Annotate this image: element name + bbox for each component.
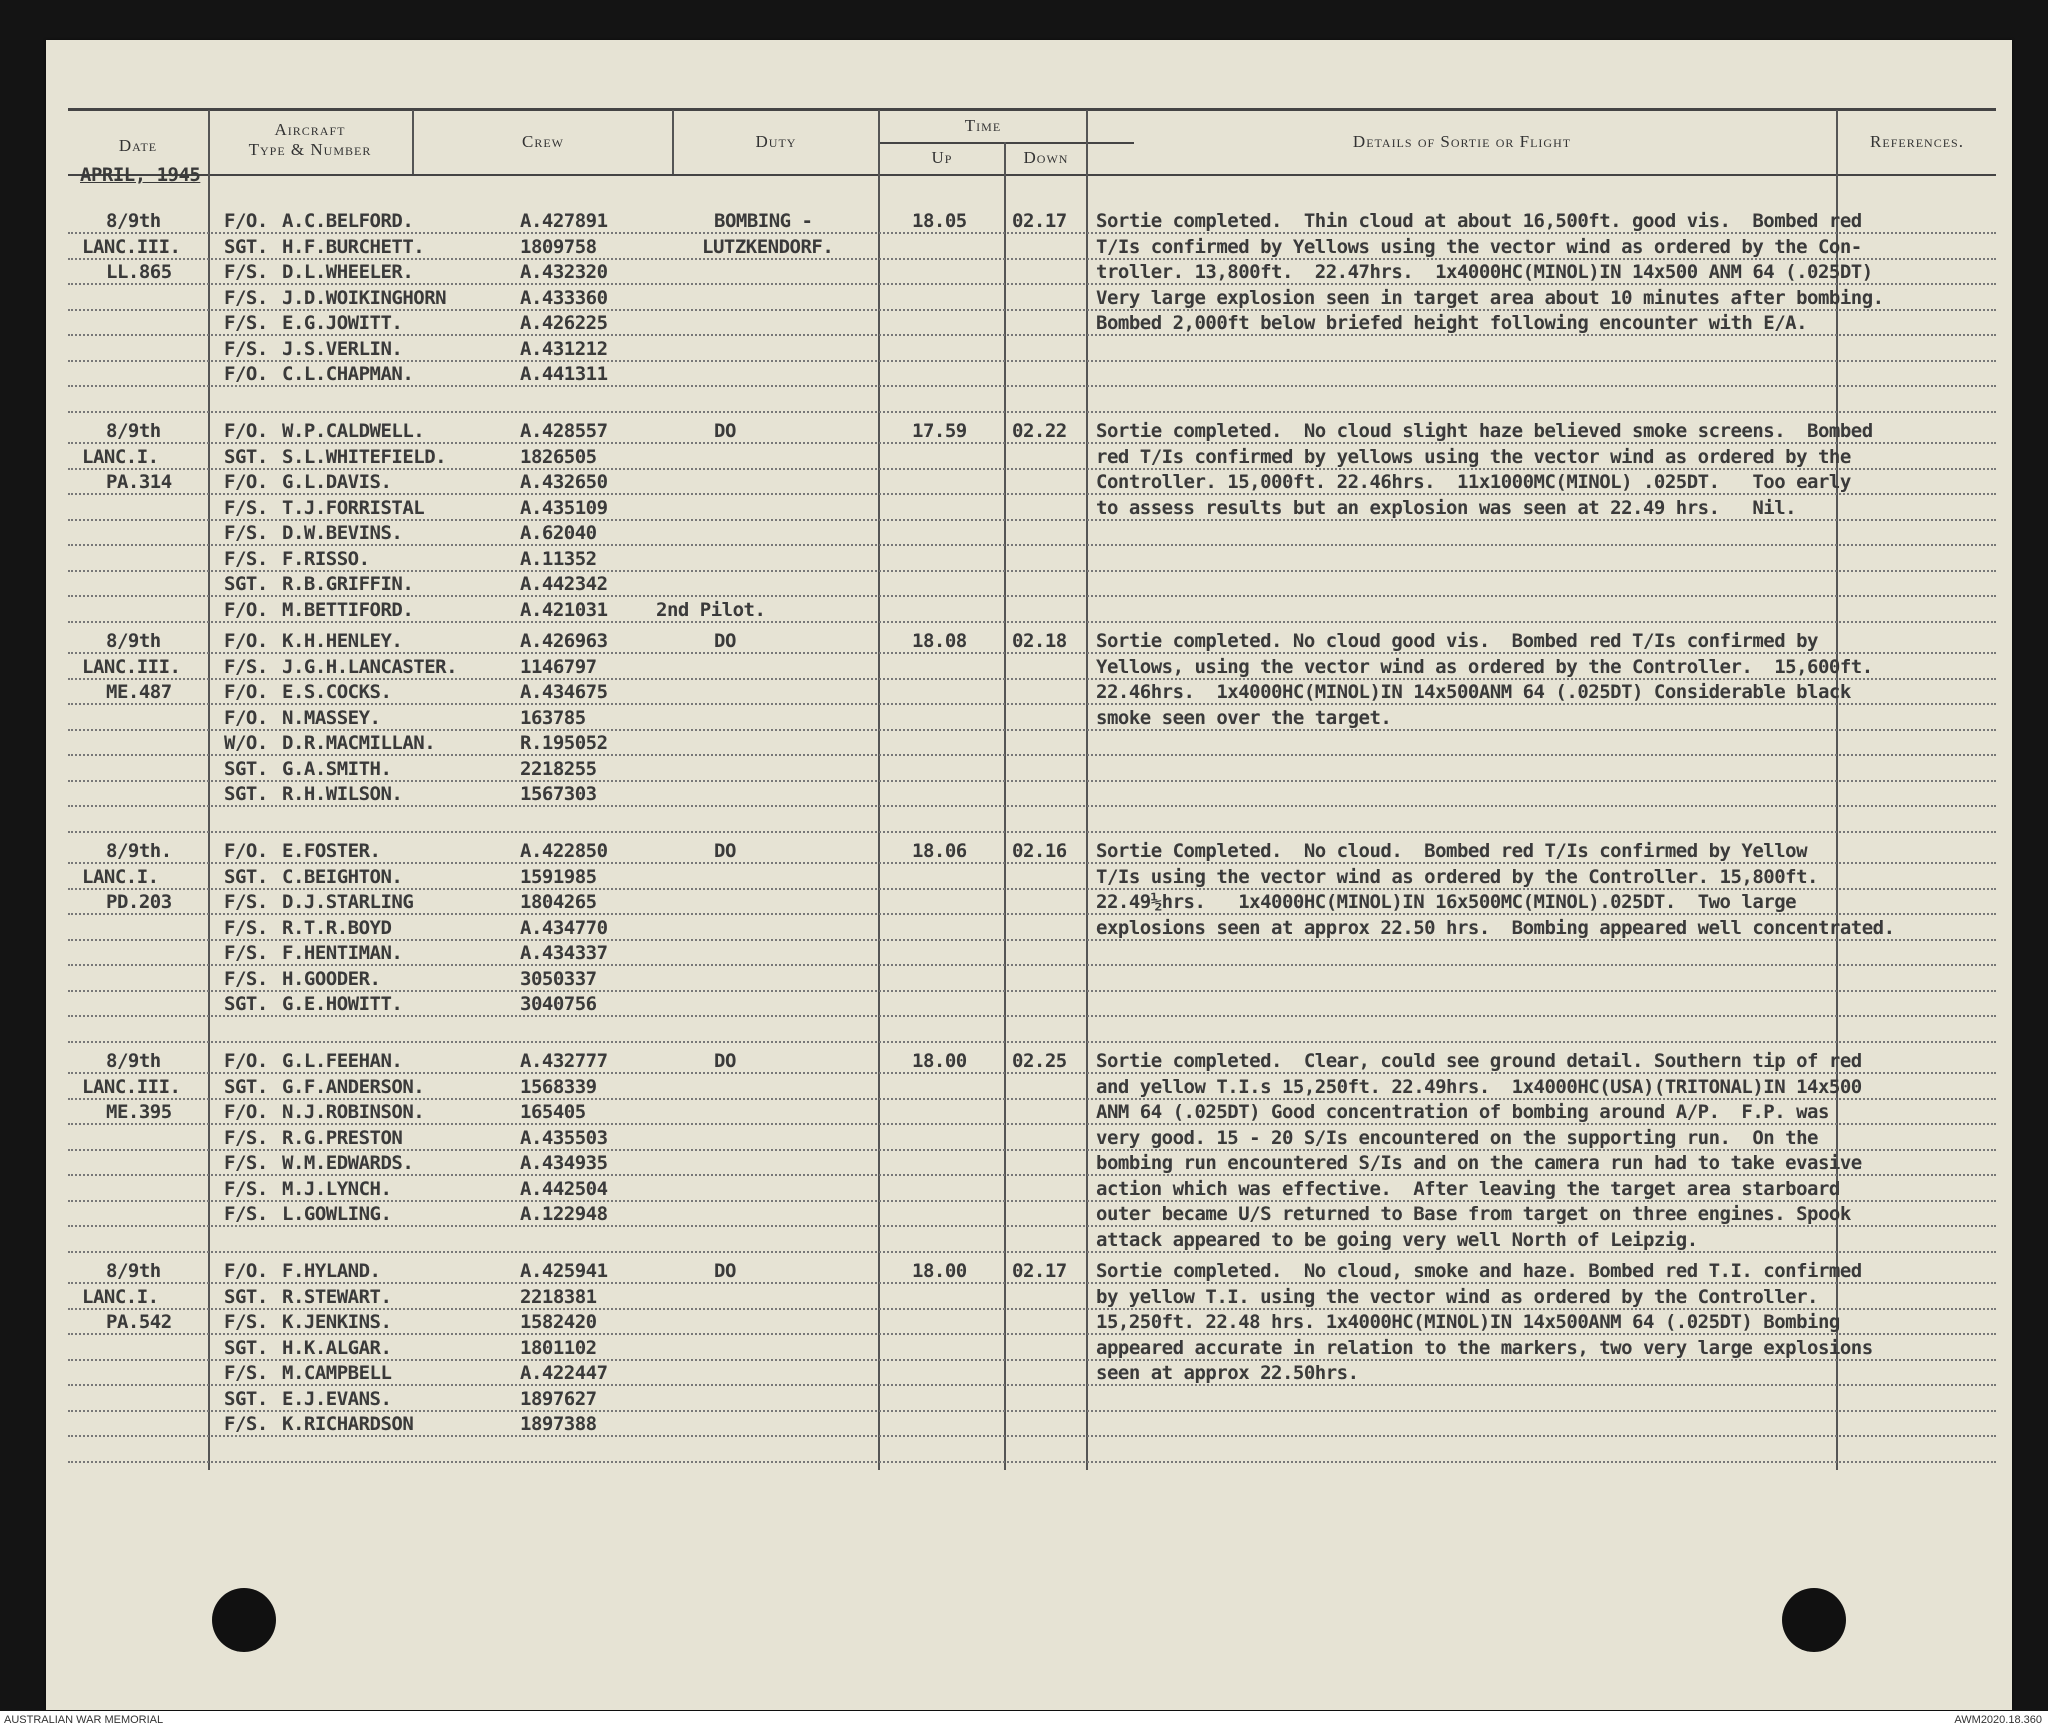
crew-service-number: A.421031 xyxy=(520,598,608,621)
ruled-line xyxy=(68,442,1996,444)
crew-name: S.L.WHITEFIELD. xyxy=(282,445,447,468)
crew-rank: F/S. xyxy=(224,286,268,309)
crew-service-number: 163785 xyxy=(520,706,586,729)
sortie-detail-line: Sortie completed. Thin cloud at about 16,500ft. good vis. Bombed red xyxy=(1096,210,1862,232)
ruled-line xyxy=(68,729,1996,731)
crew-name: R.B.GRIFFIN. xyxy=(282,573,414,595)
crew-rank: F/O. xyxy=(224,1260,268,1282)
crew-rank: SGT. xyxy=(224,1285,268,1308)
crew-name: J.G.H.LANCASTER. xyxy=(282,655,458,678)
crew-service-number: 1568339 xyxy=(520,1075,597,1098)
crew-service-number: A.442342 xyxy=(520,573,608,595)
header-references: References. xyxy=(1870,132,1964,151)
record-sheet xyxy=(46,40,2012,1710)
crew-service-number: A.432320 xyxy=(520,261,608,283)
time-down: 02.18 xyxy=(1012,630,1067,652)
time-up: 18.00 xyxy=(912,1050,967,1072)
ruled-line xyxy=(68,1200,1996,1202)
crew-name: G.E.HOWITT. xyxy=(282,993,403,1015)
crew-rank: SGT. xyxy=(224,235,268,258)
col-rule-date xyxy=(208,110,210,1470)
sortie-detail-line: smoke seen over the target. xyxy=(1096,706,1392,729)
ruled-line xyxy=(68,888,1996,890)
ruled-line xyxy=(68,283,1996,285)
crew-service-number: 1897388 xyxy=(520,1413,597,1435)
header-duty: Duty xyxy=(755,132,797,151)
aircraft-number: LL.865 xyxy=(106,261,172,283)
ruled-line xyxy=(68,1461,1996,1463)
time-down: 02.17 xyxy=(1012,1260,1067,1282)
crew-rank: F/O. xyxy=(224,681,268,703)
crew-name: G.F.ANDERSON. xyxy=(282,1075,425,1098)
sortie-detail-line: Sortie completed. No cloud good vis. Bombed red T/Is confirmed by xyxy=(1096,630,1818,652)
crew-service-number: A.434770 xyxy=(520,916,608,939)
ruled-line xyxy=(68,519,1996,521)
sortie-detail-line: by yellow T.I. using the vector wind as ordered by the Controller. xyxy=(1096,1285,1818,1308)
sortie-detail-line: Sortie completed. Clear, could see ground detail. Southern tip of red xyxy=(1096,1050,1862,1072)
crew-name: N.J.ROBINSON. xyxy=(282,1101,425,1123)
ruled-line xyxy=(68,831,1996,833)
crew-service-number: A.426963 xyxy=(520,630,608,652)
crew-rank: F/S. xyxy=(224,337,268,360)
sortie-detail-line: T/Is using the vector wind as ordered by the Controller. 15,800ft. xyxy=(1096,865,1818,888)
crew-rank: F/O. xyxy=(224,630,268,652)
ruled-line xyxy=(68,544,1996,546)
col-rule-duty xyxy=(878,110,880,1470)
crew-service-number: 1146797 xyxy=(520,655,597,678)
crew-name: R.STEWART. xyxy=(282,1285,392,1308)
month-heading: APRIL, 1945 xyxy=(80,164,201,186)
ruled-line xyxy=(68,780,1996,782)
crew-name: C.BEIGHTON. xyxy=(282,865,403,888)
crew-name: W.P.CALDWELL. xyxy=(282,420,425,442)
crew-name: G.A.SMITH. xyxy=(282,757,392,780)
ruled-line xyxy=(68,411,1996,413)
crew-service-number: 2218381 xyxy=(520,1285,597,1308)
entry-date: 8/9th. xyxy=(106,840,172,862)
col-rule-down xyxy=(1086,110,1088,1470)
ruled-line xyxy=(68,964,1996,966)
crew-service-number: A.428557 xyxy=(520,420,608,442)
crew-service-number: A.432777 xyxy=(520,1050,608,1072)
crew-service-number: A.435109 xyxy=(520,496,608,519)
crew-name: D.W.BEVINS. xyxy=(282,522,403,544)
crew-name: R.T.R.BOYD xyxy=(282,916,392,939)
time-up: 18.06 xyxy=(912,840,967,862)
crew-rank: SGT. xyxy=(224,757,268,780)
crew-service-number: 1826505 xyxy=(520,445,597,468)
sortie-detail-line: bombing run encountered S/Is and on the camera run had to take evasive xyxy=(1096,1152,1862,1174)
crew-service-number: A.122948 xyxy=(520,1203,608,1225)
aircraft-number: ME.487 xyxy=(106,681,172,703)
ruled-line xyxy=(68,652,1996,654)
crew-name: R.G.PRESTON xyxy=(282,1126,403,1149)
time-up: 18.08 xyxy=(912,630,967,652)
crew-service-number: A.422850 xyxy=(520,840,608,862)
crew-rank: F/S. xyxy=(224,261,268,283)
ruled-line xyxy=(68,805,1996,807)
crew-rank: F/S. xyxy=(224,1413,268,1435)
sortie-detail-line: troller. 13,800ft. 22.47hrs. 1x4000HC(MINOL)IN 14x500 ANM 64 (.025DT) xyxy=(1096,261,1873,283)
ruled-line xyxy=(68,621,1996,623)
footer-accession: AWM2020.18.360 xyxy=(1018,1711,2048,1729)
binder-hole-left xyxy=(212,1588,276,1652)
ruled-line xyxy=(68,468,1996,470)
crew-service-number: A.434675 xyxy=(520,681,608,703)
crew-rank: F/O. xyxy=(224,363,268,385)
sortie-detail-line: Bombed 2,000ft below briefed height following encounter with E/A. xyxy=(1096,312,1808,334)
crew-rank: F/O. xyxy=(224,840,268,862)
crew-rank: F/O. xyxy=(224,471,268,493)
ruled-line xyxy=(68,1015,1996,1017)
aircraft-number: PD.203 xyxy=(106,891,172,913)
crew-service-number: 1801102 xyxy=(520,1336,597,1359)
ruled-line xyxy=(68,334,1996,336)
crew-service-number: 1567303 xyxy=(520,783,597,805)
duty-text: DO xyxy=(714,420,736,442)
time-down: 02.17 xyxy=(1012,210,1067,232)
crew-rank: F/S. xyxy=(224,1177,268,1200)
crew-service-number: R.195052 xyxy=(520,732,608,754)
crew-name: R.H.WILSON. xyxy=(282,783,403,805)
crew-rank: SGT. xyxy=(224,783,268,805)
crew-rank: F/O. xyxy=(224,706,268,729)
ruled-line xyxy=(68,1384,1996,1386)
crew-rank: F/S. xyxy=(224,1152,268,1174)
crew-service-number: A.427891 xyxy=(520,210,608,232)
entry-date: 8/9th xyxy=(106,1260,161,1282)
ruled-line xyxy=(68,1410,1996,1412)
ruled-line xyxy=(68,309,1996,311)
crew-name: F.HENTIMAN. xyxy=(282,942,403,964)
crew-name: F.RISSO. xyxy=(282,547,370,570)
crew-service-number: 3050337 xyxy=(520,967,597,990)
ruled-line xyxy=(68,1333,1996,1335)
time-down: 02.16 xyxy=(1012,840,1067,862)
duty-text: BOMBING - xyxy=(714,210,813,232)
crew-service-number: 3040756 xyxy=(520,993,597,1015)
sortie-detail-line: Very large explosion seen in target area about 10 minutes after bombing. xyxy=(1096,286,1884,309)
entry-date: 8/9th xyxy=(106,420,161,442)
crew-name: D.L.WHEELER. xyxy=(282,261,414,283)
crew-service-number: A.426225 xyxy=(520,312,608,334)
crew-name: A.C.BELFORD. xyxy=(282,210,414,232)
crew-note: 2nd Pilot. xyxy=(656,598,766,621)
crew-service-number: A.434337 xyxy=(520,942,608,964)
crew-rank: F/S. xyxy=(224,891,268,913)
crew-name: M.CAMPBELL xyxy=(282,1362,392,1384)
sortie-detail-line: explosions seen at approx 22.50 hrs. Bombing appeared well concentrated. xyxy=(1096,916,1895,939)
aircraft-type: LANC.III. xyxy=(82,235,181,258)
duty-text: DO xyxy=(714,840,736,862)
crew-service-number: A.432650 xyxy=(520,471,608,493)
ruled-line xyxy=(68,862,1996,864)
ruled-line xyxy=(68,913,1996,915)
sortie-detail-line: attack appeared to be going very well North of Leipzig. xyxy=(1096,1228,1698,1251)
crew-rank: SGT. xyxy=(224,865,268,888)
crew-rank: SGT. xyxy=(224,573,268,595)
crew-service-number: A.431212 xyxy=(520,337,608,360)
crew-rank: F/O. xyxy=(224,598,268,621)
crew-rank: F/S. xyxy=(224,312,268,334)
crew-name: L.GOWLING. xyxy=(282,1203,392,1225)
crew-service-number: 1582420 xyxy=(520,1311,597,1333)
crew-rank: W/O. xyxy=(224,732,268,754)
sortie-detail-line: red T/Is confirmed by yellows using the vector wind as ordered by the xyxy=(1096,445,1851,468)
time-up: 18.00 xyxy=(912,1260,967,1282)
header-time: Time xyxy=(964,116,1002,135)
crew-name: H.F.BURCHETT. xyxy=(282,235,425,258)
crew-rank: SGT. xyxy=(224,1075,268,1098)
time-down: 02.25 xyxy=(1012,1050,1067,1072)
sortie-detail-line: Sortie completed. No cloud, smoke and haze. Bombed red T.I. confirmed xyxy=(1096,1260,1862,1282)
crew-service-number: A.441311 xyxy=(520,363,608,385)
time-up: 18.05 xyxy=(912,210,967,232)
duty-target: LUTZKENDORF. xyxy=(702,235,834,258)
ruled-line xyxy=(68,678,1996,680)
crew-service-number: A.11352 xyxy=(520,547,597,570)
crew-rank: F/S. xyxy=(224,547,268,570)
sortie-detail-line: Yellows, using the vector wind as ordered by the Controller. 15,600ft. xyxy=(1096,655,1873,678)
crew-name: W.M.EDWARDS. xyxy=(282,1152,414,1174)
aircraft-type: LANC.I. xyxy=(82,865,159,888)
crew-name: E.G.JOWITT. xyxy=(282,312,403,334)
crew-name: D.R.MACMILLAN. xyxy=(282,732,436,754)
crew-name: K.H.HENLEY. xyxy=(282,630,403,652)
crew-service-number: 1591985 xyxy=(520,865,597,888)
crew-service-number: 1804265 xyxy=(520,891,597,913)
crew-name: G.L.DAVIS. xyxy=(282,471,392,493)
crew-name: H.K.ALGAR. xyxy=(282,1336,392,1359)
crew-name: C.L.CHAPMAN. xyxy=(282,363,414,385)
ruled-line xyxy=(68,1251,1996,1253)
sortie-detail-line: Sortie completed. No cloud slight haze believed smoke screens. Bombed xyxy=(1096,420,1873,442)
header-aircraft-sub: Type & Number xyxy=(248,140,372,159)
crew-rank: SGT. xyxy=(224,445,268,468)
crew-rank: F/O. xyxy=(224,210,268,232)
crew-name: J.D.WOIKINGHORN xyxy=(282,286,447,309)
ruled-line xyxy=(68,570,1996,572)
ruled-line xyxy=(68,703,1996,705)
duty-text: DO xyxy=(714,630,736,652)
crew-rank: F/S. xyxy=(224,522,268,544)
crew-name: H.GOODER. xyxy=(282,967,381,990)
header-crew: Crew xyxy=(522,132,564,151)
crew-rank: F/S. xyxy=(224,655,268,678)
aircraft-number: ME.395 xyxy=(106,1101,172,1123)
crew-name: E.J.EVANS. xyxy=(282,1387,392,1410)
crew-service-number: 1897627 xyxy=(520,1387,597,1410)
ruled-line xyxy=(68,754,1996,756)
sortie-detail-line: action which was effective. After leaving the target area starboard xyxy=(1096,1177,1840,1200)
sortie-detail-line: appeared accurate in relation to the markers, two very large explosions xyxy=(1096,1336,1873,1359)
aircraft-number: PA.314 xyxy=(106,471,172,493)
ruled-line xyxy=(68,493,1996,495)
aircraft-type: LANC.III. xyxy=(82,1075,181,1098)
ruled-line xyxy=(68,1308,1996,1310)
ruled-line xyxy=(68,939,1996,941)
sortie-detail-line: very good. 15 - 20 S/Is encountered on the supporting run. On the xyxy=(1096,1126,1818,1149)
ruled-line xyxy=(68,1149,1996,1151)
crew-service-number: A.442504 xyxy=(520,1177,608,1200)
ruled-line xyxy=(68,990,1996,992)
crew-name: E.FOSTER. xyxy=(282,840,381,862)
crew-rank: F/S. xyxy=(224,1203,268,1225)
ruled-line xyxy=(68,1359,1996,1361)
ruled-line xyxy=(68,360,1996,362)
crew-rank: F/O. xyxy=(224,420,268,442)
crew-name: K.JENKINS. xyxy=(282,1311,392,1333)
crew-service-number: A.434935 xyxy=(520,1152,608,1174)
crew-rank: F/S. xyxy=(224,496,268,519)
crew-service-number: A.422447 xyxy=(520,1362,608,1384)
crew-rank: F/S. xyxy=(224,967,268,990)
sortie-detail-line: to assess results but an explosion was seen at 22.49 hrs. Nil. xyxy=(1096,496,1797,519)
crew-service-number: 2218255 xyxy=(520,757,597,780)
sortie-detail-line: Sortie Completed. No cloud. Bombed red T/Is confirmed by Yellow xyxy=(1096,840,1808,862)
aircraft-number: PA.542 xyxy=(106,1311,172,1333)
time-down: 02.22 xyxy=(1012,420,1067,442)
crew-service-number: A.425941 xyxy=(520,1260,608,1282)
ruled-line xyxy=(68,1435,1996,1437)
crew-name: G.L.FEEHAN. xyxy=(282,1050,403,1072)
header-bottom-rule xyxy=(68,174,1996,176)
sortie-detail-line: outer became U/S returned to Base from target on three engines. Spook xyxy=(1096,1203,1851,1225)
header-date: Date xyxy=(118,136,158,155)
entry-date: 8/9th xyxy=(106,1050,161,1072)
duty-text: DO xyxy=(714,1260,736,1282)
crew-service-number: A.433360 xyxy=(520,286,608,309)
crew-rank: SGT. xyxy=(224,993,268,1015)
ruled-line xyxy=(68,1225,1996,1227)
sortie-detail-line: T/Is confirmed by Yellows using the vector wind as ordered by the Con- xyxy=(1096,235,1862,258)
sortie-detail-line: 22.46hrs. 1x4000HC(MINOL)IN 14x500ANM 64 (.025DT) Considerable black xyxy=(1096,681,1851,703)
header-down: Down xyxy=(1023,148,1069,167)
ruled-line xyxy=(68,1174,1996,1176)
crew-service-number: A.435503 xyxy=(520,1126,608,1149)
ruled-line xyxy=(68,258,1996,260)
crew-name: T.J.FORRISTAL xyxy=(282,496,425,519)
header-top-rule xyxy=(68,108,1996,111)
ruled-line xyxy=(68,595,1996,597)
sortie-detail-line: ANM 64 (.025DT) Good concentration of bombing around A/P. F.P. was xyxy=(1096,1101,1829,1123)
aircraft-type: LANC.I. xyxy=(82,445,159,468)
crew-rank: SGT. xyxy=(224,1387,268,1410)
crew-rank: F/S. xyxy=(224,916,268,939)
sortie-detail-line: Controller. 15,000ft. 22.46hrs. 11x1000MC(MINOL) .025DT. Too early xyxy=(1096,471,1851,493)
crew-name: M.BETTIFORD. xyxy=(282,598,414,621)
crew-service-number: 165405 xyxy=(520,1101,586,1123)
header-up: Up xyxy=(931,148,953,167)
crew-name: K.RICHARDSON xyxy=(282,1413,414,1435)
crew-service-number: A.62040 xyxy=(520,522,597,544)
sortie-detail-line: and yellow T.I.s 15,250ft. 22.49hrs. 1x4000HC(USA)(TRITONAL)IN 14x500 xyxy=(1096,1075,1862,1098)
crew-rank: SGT. xyxy=(224,1336,268,1359)
aircraft-type: LANC.I. xyxy=(82,1285,159,1308)
crew-rank: F/O. xyxy=(224,1050,268,1072)
sortie-detail-line: 22.49½hrs. 1x4000HC(MINOL)IN 16x500MC(MINOL).025DT. Two large xyxy=(1096,891,1797,913)
crew-name: E.S.COCKS. xyxy=(282,681,392,703)
entry-date: 8/9th xyxy=(106,210,161,232)
crew-name: N.MASSEY. xyxy=(282,706,381,729)
binder-hole-right xyxy=(1782,1588,1846,1652)
ruled-line xyxy=(68,1282,1996,1284)
crew-rank: F/O. xyxy=(224,1101,268,1123)
time-up: 17.59 xyxy=(912,420,967,442)
ruled-line xyxy=(68,232,1996,234)
aircraft-type: LANC.III. xyxy=(82,655,181,678)
ruled-line xyxy=(68,1098,1996,1100)
crew-name: J.S.VERLIN. xyxy=(282,337,403,360)
ruled-line xyxy=(68,1072,1996,1074)
crew-name: M.J.LYNCH. xyxy=(282,1177,392,1200)
entry-date: 8/9th xyxy=(106,630,161,652)
sortie-detail-line: 15,250ft. 22.48 hrs. 1x4000HC(MINOL)IN 14x500ANM 64 (.025DT) Bombing xyxy=(1096,1311,1840,1333)
crew-name: F.HYLAND. xyxy=(282,1260,381,1282)
crew-rank: F/S. xyxy=(224,942,268,964)
header-aircraft: Aircraft xyxy=(274,120,346,139)
header-details: Details of Sortie or Flight xyxy=(1352,132,1572,151)
ruled-line xyxy=(68,1123,1996,1125)
crew-rank: F/S. xyxy=(224,1311,268,1333)
footer-credit: AUSTRALIAN WAR MEMORIAL xyxy=(0,1711,1028,1729)
crew-rank: F/S. xyxy=(224,1126,268,1149)
crew-name: D.J.STARLING xyxy=(282,891,414,913)
crew-rank: F/S. xyxy=(224,1362,268,1384)
duty-text: DO xyxy=(714,1050,736,1072)
ruled-line xyxy=(68,1041,1996,1043)
crew-service-number: 1809758 xyxy=(520,235,597,258)
sortie-detail-line: seen at approx 22.50hrs. xyxy=(1096,1362,1359,1384)
ruled-line xyxy=(68,385,1996,387)
